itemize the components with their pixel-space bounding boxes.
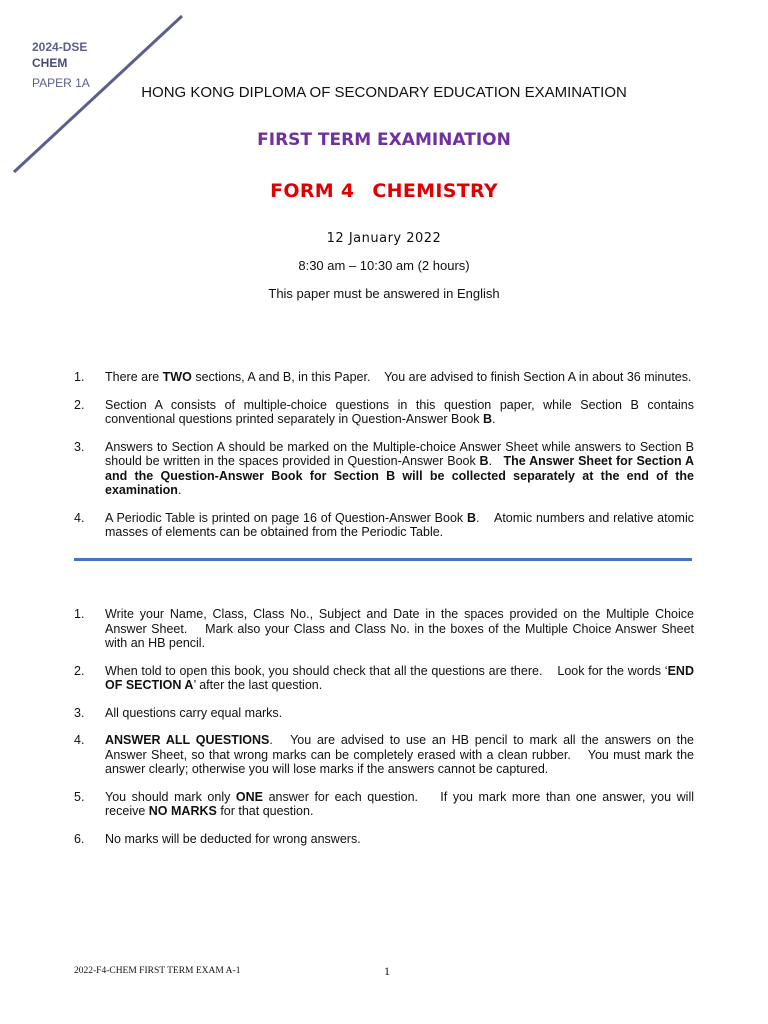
instruction-text: There are TWO sections, A and B, in this Paper. You are advised to finish Section A in about 36 minutes.: [105, 370, 692, 384]
instruction-text: You should mark only ONE answer for each question. If you mark more than one answer, you will receive NO MARKS for that question.: [105, 789, 694, 818]
corner-subject: CHEM: [32, 56, 68, 70]
corner-paper: PAPER 1A: [32, 76, 90, 90]
footer-paper-code: 2022-F4-CHEM FIRST TERM EXAM A-1: [74, 966, 241, 976]
instruction-number: 6.: [74, 831, 85, 846]
instruction-text: Write your Name, Class, Class No., Subject and Date in the spaces provided on the Multiple Choice Answer Sheet. Mark also your Class and Class No. in the boxes of the Multiple Choice Answer Sheet with an HB pencil.: [105, 607, 694, 650]
instruction-item: [74, 790, 694, 819]
instruction-number: 1.: [74, 370, 85, 384]
instruction-number: 4.: [74, 510, 85, 525]
instruction-number: 2.: [74, 663, 85, 678]
subject-name: CHEMISTRY: [372, 180, 498, 202]
instruction-text: Answers to Section A should be marked on the Multiple-choice Answer Sheet while answers to Section B should be written in the spaces provided in Question-Answer Book B. The Answer Sheet for Section A and the Question-Answer Book for Section B will be collected separately at the end of the examination.: [105, 439, 694, 497]
instruction-text: When told to open this book, you should check that all the questions are there. Look for the words ‘END OF SECTION A’ after the last question.: [105, 663, 694, 692]
instruction-item: [74, 832, 694, 847]
instruction-item: [74, 370, 694, 385]
section-divider: [74, 558, 692, 561]
instruction-text: All questions carry equal marks.: [105, 705, 283, 720]
instruction-item: [74, 664, 694, 693]
instruction-item: [74, 398, 694, 427]
instruction-number: 3.: [74, 705, 85, 720]
instruction-item: [74, 511, 694, 540]
exam-date: 12 January 2022: [326, 231, 442, 246]
instruction-item: [74, 706, 694, 721]
section-a-instructions-list: [74, 607, 694, 859]
subject-title: [0, 180, 768, 202]
instruction-number: 3.: [74, 439, 85, 454]
exam-authority-heading: HONG KONG DIPLOMA OF SECONDARY EDUCATION EXAMINATION: [141, 84, 627, 101]
instruction-number: 5.: [74, 789, 85, 804]
general-instructions-list: [74, 370, 694, 553]
instruction-text: A Periodic Table is printed on page 16 of Question-Answer Book B. Atomic numbers and relative atomic masses of elements can be obtained from the Periodic Table.: [105, 510, 694, 539]
instruction-text: No marks will be deducted for wrong answers.: [105, 831, 361, 846]
exam-time: 8:30 am – 10:30 am (2 hours): [298, 258, 470, 273]
page-number: 1: [384, 964, 390, 978]
corner-exam-year: 2024-DSE: [32, 40, 88, 54]
instruction-number: 1.: [74, 607, 85, 621]
instruction-item: [74, 607, 694, 651]
instruction-number: 2.: [74, 397, 85, 412]
instruction-item: [74, 733, 694, 777]
instruction-number: 4.: [74, 733, 85, 747]
instruction-text: ANSWER ALL QUESTIONS. You are advised to use an HB pencil to mark all the answers on the Answer Sheet, so that wrong marks can be completely erased with a clean rubber. You must mark the answer clearly; otherwise you will lose marks if the answers cannot be captured.: [105, 733, 695, 776]
language-note: This paper must be answered in English: [268, 286, 500, 301]
instruction-text: Section A consists of multiple-choice questions in this question paper, while Section B contains conventional questions printed separately in Question-Answer Book B.: [105, 397, 694, 426]
instruction-item: [74, 440, 694, 498]
exam-title: FIRST TERM EXAMINATION: [257, 130, 511, 150]
subject-form: FORM 4: [270, 180, 355, 202]
